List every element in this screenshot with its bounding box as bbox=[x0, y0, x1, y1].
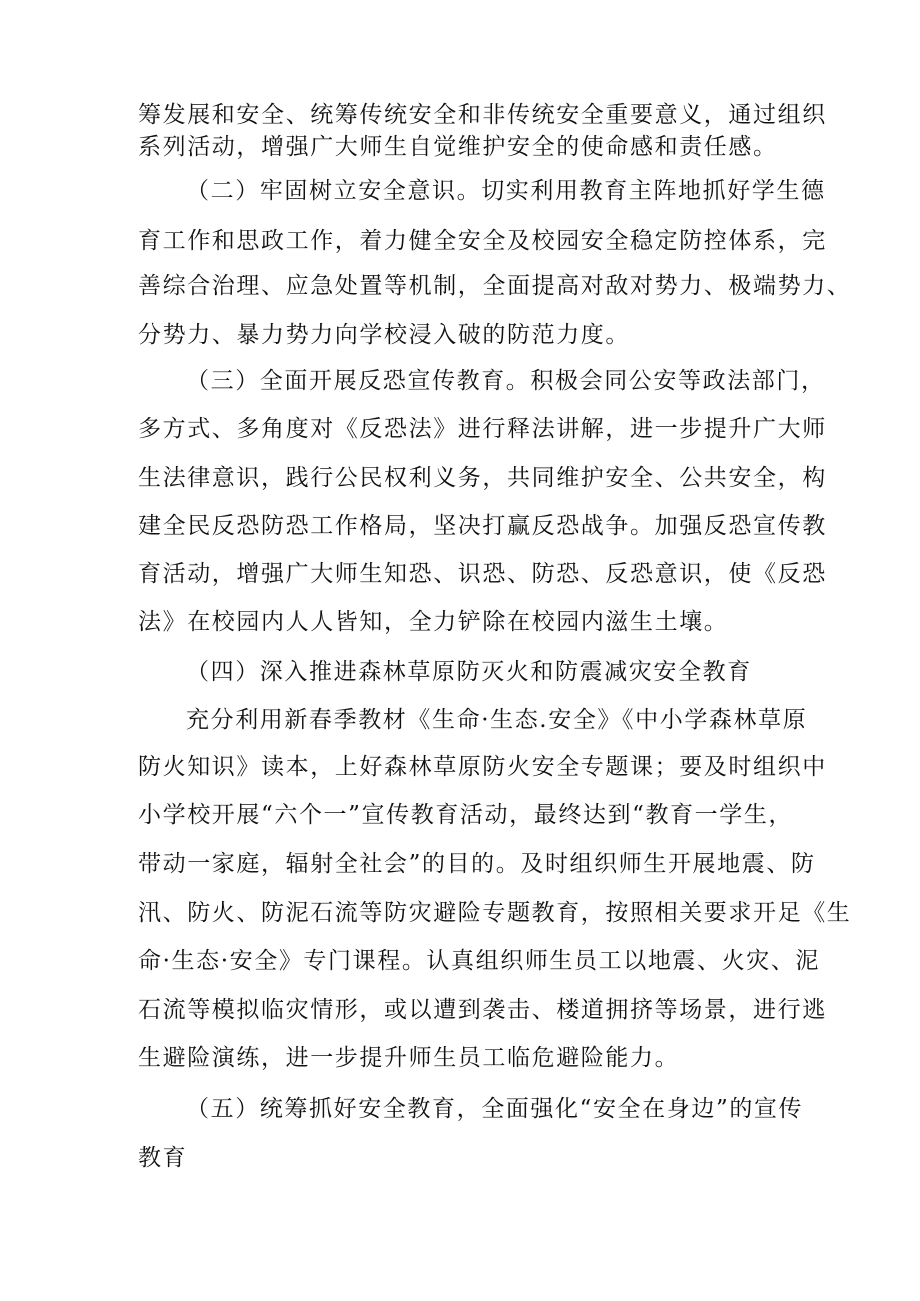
text-line: 生避险演练，进一步提升师生员工临危避险能力。 bbox=[138, 1045, 680, 1071]
text-line: 带动一家庭，辐射全社会”的目的。及时组织师生开展地震、防 bbox=[138, 851, 816, 877]
text-line: 法》在校园内人人皆知，全力铲除在校园内滋生土壤。 bbox=[138, 609, 729, 635]
text-line: 汛、防火、防泥石流等防灾避险专题教育，按照相关要求开足《生 bbox=[138, 900, 852, 926]
text-line: 筹发展和安全、统筹传统安全和非传统安全重要意义，通过组织 bbox=[138, 102, 827, 128]
text-line: 建全民反恐防恐工作格局，坚决打赢反恐战争。加强反恐宣传教 bbox=[138, 513, 827, 539]
text-line: 生法律意识，践行公民权利义务，共同维护安全、公共安全，构 bbox=[138, 465, 827, 491]
text-line: （四）深入推进森林草原防灭火和防震减灾安全教育 bbox=[186, 659, 752, 685]
text-line: 防火知识》读本，上好森林草原防火安全专题课；要及时组织中 bbox=[138, 754, 827, 780]
text-line: 育活动，增强广大师生知恐、识恐、防恐、反恐意识，使《反恐 bbox=[138, 561, 827, 587]
text-line: （二）牢固树立安全意识。切实利用教育主阵地抓好学生德 bbox=[186, 178, 826, 204]
text-line: 育工作和思政工作，着力健全安全及校园安全稳定防控体系，完 bbox=[138, 228, 827, 254]
text-line: （三）全面开展反恐宣传教育。积极会同公安等政法部门， bbox=[186, 368, 826, 394]
text-line: 系列活动，增强广大师生自觉维护安全的使命感和责任感。 bbox=[138, 134, 778, 160]
text-line: 充分利用新春季教材《生命·生态.安全》《中小学森林草原 bbox=[186, 707, 808, 733]
text-line: （五）统筹抓好安全教育，全面强化“安全在身边”的宣传 bbox=[186, 1096, 804, 1122]
text-line: 善综合治理、应急处置等机制，全面提高对敌对势力、极端势力、 bbox=[138, 273, 852, 299]
text-line: 分势力、暴力势力向学校浸入破的防范力度。 bbox=[138, 322, 630, 348]
text-line: 教育 bbox=[138, 1145, 188, 1171]
text-line: 小学校开展“六个一”宣传教育活动，最终达到“教育一学生， bbox=[138, 802, 794, 828]
text-line: 命·生态·安全》专门课程。认真组织师生员工以地震、火灾、泥 bbox=[138, 948, 821, 974]
text-line: 石流等模拟临灾情形，或以遭到袭击、楼道拥挤等场景，进行逃 bbox=[138, 997, 827, 1023]
text-line: 多方式、多角度对《反恐法》进行释法讲解，进一步提升广大师 bbox=[138, 416, 827, 442]
